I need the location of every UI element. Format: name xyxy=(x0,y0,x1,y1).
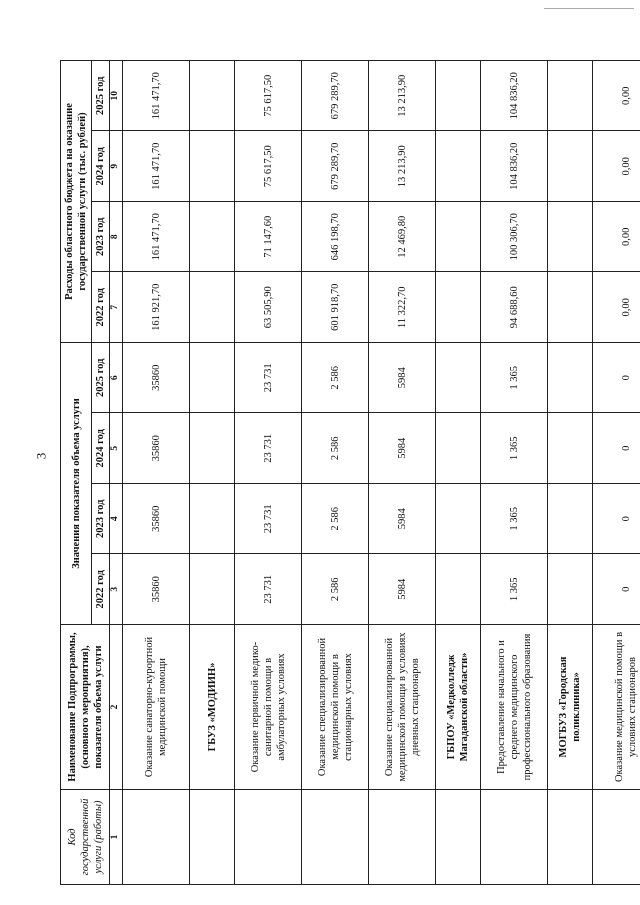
cell-indicator-value xyxy=(190,343,235,414)
cell-expense-value: 104 836,20 xyxy=(481,61,548,132)
cell-expense-value: 646 198,70 xyxy=(302,202,369,273)
cell-expense-value: 0,00 xyxy=(593,272,640,343)
cell-code xyxy=(123,790,190,885)
cell-expense-value: 0,00 xyxy=(593,202,640,273)
cell-indicator-value: 23 731 xyxy=(235,413,302,484)
column-index: 5 xyxy=(110,413,123,484)
cell-code xyxy=(235,790,302,885)
header-expense-group: Расходы областного бюджета на оказание государственной услуги (тыс. рублей) xyxy=(61,61,92,343)
cell-indicator-value: 5984 xyxy=(369,413,436,484)
cell-code xyxy=(302,790,369,885)
cell-expense-value xyxy=(436,272,481,343)
cell-indicator-value: 0 xyxy=(593,484,640,555)
page-number: 3 xyxy=(33,452,49,460)
table-row xyxy=(302,61,369,885)
cell-expense-value xyxy=(190,202,235,273)
cell-indicator-value xyxy=(548,554,593,625)
cell-indicator-value: 0 xyxy=(593,413,640,484)
cell-code xyxy=(548,790,593,885)
cell-expense-value: 0,00 xyxy=(593,61,640,132)
header-year: 2023 год xyxy=(92,484,110,555)
service-name: Оказание медицинской помощи в условиях стационаров xyxy=(593,625,640,790)
cell-indicator-value: 5984 xyxy=(369,554,436,625)
cell-indicator-value: 35860 xyxy=(123,484,190,555)
cell-indicator-value: 0 xyxy=(593,343,640,414)
cell-expense-value xyxy=(548,202,593,273)
cell-indicator-value: 5984 xyxy=(369,484,436,555)
column-index: 8 xyxy=(110,202,123,273)
cell-expense-value: 679 289,70 xyxy=(302,131,369,202)
cell-expense-value: 12 469,80 xyxy=(369,202,436,273)
cell-expense-value: 94 688,60 xyxy=(481,272,548,343)
cell-expense-value xyxy=(190,131,235,202)
header-indicator-group: Значения показателя объема услуги xyxy=(61,343,92,625)
column-index-row xyxy=(110,61,123,885)
rotated-table-container xyxy=(60,60,639,885)
header-year: 2022 год xyxy=(92,272,110,343)
cell-indicator-value: 5984 xyxy=(369,343,436,414)
header-year: 2023 год xyxy=(92,202,110,273)
cell-expense-value xyxy=(548,61,593,132)
cell-indicator-value: 35860 xyxy=(123,343,190,414)
table-row xyxy=(369,61,436,885)
cell-indicator-value xyxy=(548,413,593,484)
column-index: 7 xyxy=(110,272,123,343)
cell-expense-value xyxy=(436,202,481,273)
column-index: 1 xyxy=(110,790,123,885)
header-year: 2024 год xyxy=(92,413,110,484)
cell-expense-value: 161 471,70 xyxy=(123,131,190,202)
cell-expense-value: 104 836,20 xyxy=(481,131,548,202)
scan-edge-line xyxy=(544,8,634,9)
organization-row xyxy=(548,61,593,885)
organization-name: ГБПОУ «Медколледж Магаданской области» xyxy=(436,625,481,790)
column-index: 9 xyxy=(110,131,123,202)
cell-expense-value: 161 471,70 xyxy=(123,61,190,132)
service-name: Предоставление начального и среднего медицинского профессионального образования xyxy=(481,625,548,790)
cell-indicator-value xyxy=(436,343,481,414)
cell-indicator-value: 35860 xyxy=(123,554,190,625)
service-name: Оказание специализированной медицинской помощи в стационарных условиях xyxy=(302,625,369,790)
cell-indicator-value: 2 586 xyxy=(302,343,369,414)
service-name: Оказание первичной медико-санитарной помощи в амбулаторных условиях xyxy=(235,625,302,790)
header-code: Код государственной услуги (работы) xyxy=(61,790,110,885)
organization-name: МОГБУЗ «Городская поликлиника» xyxy=(548,625,593,790)
cell-expense-value xyxy=(190,61,235,132)
column-index: 3 xyxy=(110,554,123,625)
header-year: 2025 год xyxy=(92,343,110,414)
column-index: 6 xyxy=(110,343,123,414)
cell-expense-value: 0,00 xyxy=(593,131,640,202)
services-table xyxy=(60,60,640,885)
cell-indicator-value xyxy=(190,554,235,625)
cell-indicator-value xyxy=(190,484,235,555)
header-year: 2025 год xyxy=(92,61,110,132)
cell-expense-value xyxy=(548,272,593,343)
cell-indicator-value xyxy=(548,343,593,414)
column-index: 2 xyxy=(110,625,123,790)
cell-code xyxy=(593,790,640,885)
cell-indicator-value: 23 731 xyxy=(235,554,302,625)
table-row xyxy=(123,61,190,885)
header-year: 2022 год xyxy=(92,554,110,625)
cell-expense-value: 11 322,70 xyxy=(369,272,436,343)
cell-expense-value: 13 213,90 xyxy=(369,131,436,202)
cell-code xyxy=(190,790,235,885)
service-name: Оказание санаторно-курортной медицинской помощи xyxy=(123,625,190,790)
cell-expense-value xyxy=(190,272,235,343)
cell-expense-value: 601 918,70 xyxy=(302,272,369,343)
column-index: 4 xyxy=(110,484,123,555)
cell-expense-value: 679 289,70 xyxy=(302,61,369,132)
cell-indicator-value: 0 xyxy=(593,554,640,625)
organization-row xyxy=(436,61,481,885)
table-row xyxy=(593,61,640,885)
cell-indicator-value: 1 365 xyxy=(481,413,548,484)
cell-indicator-value: 1 365 xyxy=(481,343,548,414)
cell-expense-value: 71 147,60 xyxy=(235,202,302,273)
cell-expense-value: 63 505,90 xyxy=(235,272,302,343)
header-year: 2024 год xyxy=(92,131,110,202)
table-row xyxy=(481,61,548,885)
cell-indicator-value xyxy=(548,484,593,555)
cell-expense-value: 75 617,50 xyxy=(235,131,302,202)
organization-row xyxy=(190,61,235,885)
cell-indicator-value: 23 731 xyxy=(235,484,302,555)
cell-indicator-value: 1 365 xyxy=(481,484,548,555)
column-index: 10 xyxy=(110,61,123,132)
cell-indicator-value: 2 586 xyxy=(302,554,369,625)
cell-code xyxy=(481,790,548,885)
organization-name: ГБУЗ «МОДИИН» xyxy=(190,625,235,790)
cell-indicator-value xyxy=(436,484,481,555)
cell-indicator-value: 1 365 xyxy=(481,554,548,625)
cell-code xyxy=(369,790,436,885)
cell-expense-value: 13 213,90 xyxy=(369,61,436,132)
cell-indicator-value: 2 586 xyxy=(302,413,369,484)
cell-expense-value xyxy=(436,131,481,202)
table-row xyxy=(235,61,302,885)
cell-expense-value: 161 921,70 xyxy=(123,272,190,343)
cell-expense-value: 75 617,50 xyxy=(235,61,302,132)
header-name: Наименование Подпрограммы, (основного мероприятия), показателя объема услуги xyxy=(61,625,110,790)
cell-indicator-value: 35860 xyxy=(123,413,190,484)
cell-code xyxy=(436,790,481,885)
cell-indicator-value: 2 586 xyxy=(302,484,369,555)
cell-expense-value: 100 306,70 xyxy=(481,202,548,273)
cell-indicator-value: 23 731 xyxy=(235,343,302,414)
cell-indicator-value xyxy=(436,413,481,484)
cell-indicator-value xyxy=(436,554,481,625)
cell-expense-value xyxy=(436,61,481,132)
cell-expense-value: 161 471,70 xyxy=(123,202,190,273)
cell-expense-value xyxy=(548,131,593,202)
service-name: Оказание специализированной медицинской помощи в условиях дневных стационаров xyxy=(369,625,436,790)
cell-indicator-value xyxy=(190,413,235,484)
